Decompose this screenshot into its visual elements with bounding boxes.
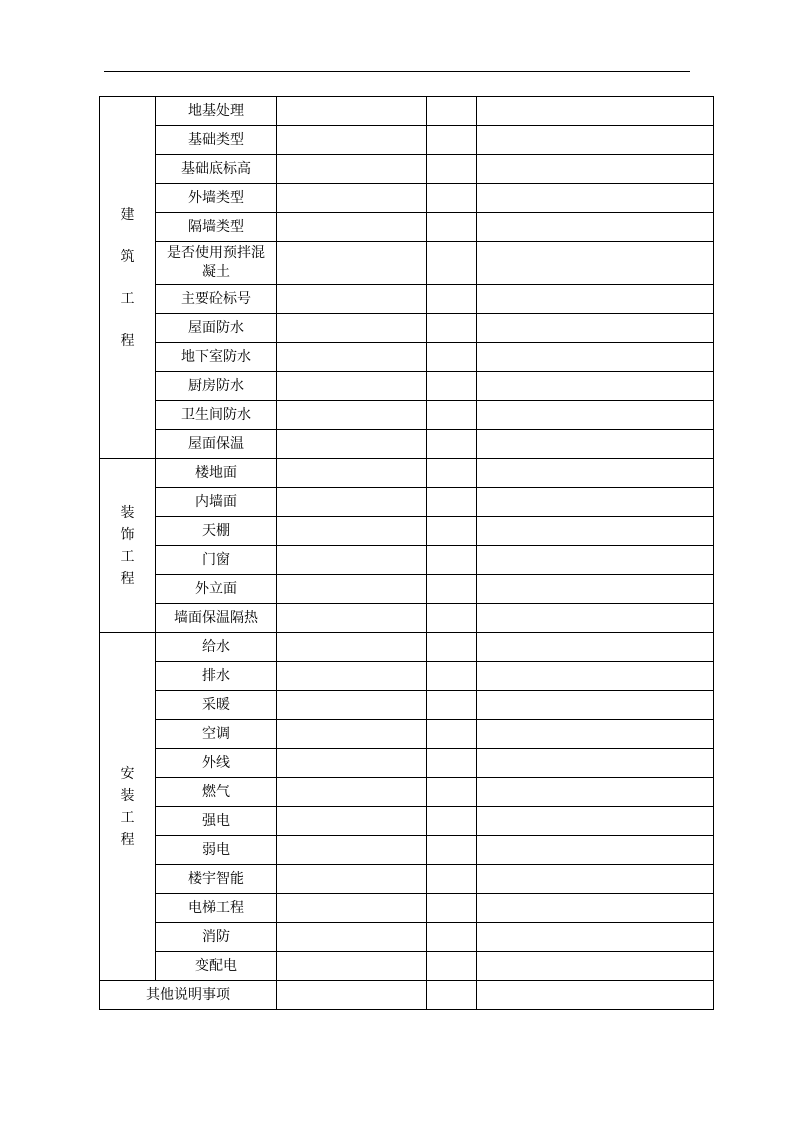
value-cell[interactable] [277,807,427,836]
group-label-char: 程 [120,831,135,848]
value-cell[interactable] [427,213,477,242]
value-cell[interactable] [427,517,477,546]
value-cell[interactable] [277,372,427,401]
value-cell[interactable] [277,836,427,865]
value-cell[interactable] [277,184,427,213]
group-label-char: 装 [120,787,135,804]
value-cell[interactable] [277,213,427,242]
value-cell[interactable] [277,662,427,691]
item-label: 是否使用预拌混凝土 [156,242,277,285]
value-cell[interactable] [477,517,714,546]
group-label-building [100,97,156,459]
value-cell[interactable] [427,952,477,981]
value-cell[interactable] [277,778,427,807]
value-cell[interactable] [277,430,427,459]
group-label-decoration [100,459,156,633]
value-cell[interactable] [427,184,477,213]
value-cell[interactable] [277,894,427,923]
other-notes-label: 其他说明事项 [100,981,277,1010]
value-cell[interactable] [277,401,427,430]
item-label: 强电 [156,807,277,836]
item-label: 基础底标高 [156,155,277,184]
item-label: 隔墙类型 [156,213,277,242]
item-label: 外线 [156,749,277,778]
value-cell[interactable] [477,459,714,488]
value-cell[interactable] [277,691,427,720]
value-cell[interactable] [477,923,714,952]
value-cell[interactable] [427,401,477,430]
value-cell[interactable] [427,372,477,401]
value-cell[interactable] [277,314,427,343]
value-cell[interactable] [277,749,427,778]
value-cell[interactable] [477,952,714,981]
value-cell[interactable] [277,459,427,488]
value-cell[interactable] [477,401,714,430]
value-cell[interactable] [427,97,477,126]
item-label: 电梯工程 [156,894,277,923]
value-cell[interactable] [277,97,427,126]
value-cell[interactable] [477,488,714,517]
value-cell[interactable] [477,662,714,691]
value-cell[interactable] [477,372,714,401]
value-cell[interactable] [427,459,477,488]
group-label-installation [100,633,156,981]
group-label-char: 筑 [120,248,135,265]
value-cell[interactable] [277,343,427,372]
item-label: 采暖 [156,691,277,720]
value-cell[interactable] [427,691,477,720]
item-label: 空调 [156,720,277,749]
value-cell[interactable] [277,923,427,952]
value-cell[interactable] [427,662,477,691]
value-cell[interactable] [477,430,714,459]
value-cell[interactable] [477,778,714,807]
item-label: 弱电 [156,836,277,865]
value-cell[interactable] [477,691,714,720]
item-label: 楼地面 [156,459,277,488]
value-cell[interactable] [477,720,714,749]
value-cell[interactable] [427,923,477,952]
value-cell[interactable] [427,749,477,778]
value-cell[interactable] [477,213,714,242]
group-label-char: 工 [120,809,135,826]
item-label: 屋面保温 [156,430,277,459]
value-cell[interactable] [477,633,714,662]
item-label: 天棚 [156,517,277,546]
value-cell[interactable] [477,894,714,923]
value-cell[interactable] [277,604,427,633]
value-cell[interactable] [427,343,477,372]
value-cell[interactable] [477,749,714,778]
group-label-char: 安 [120,765,135,782]
group-label-char: 程 [120,570,135,587]
value-cell[interactable] [277,488,427,517]
item-label: 墙面保温隔热 [156,604,277,633]
value-cell[interactable] [427,894,477,923]
value-cell[interactable] [477,184,714,213]
value-cell[interactable] [277,633,427,662]
item-label: 地下室防水 [156,343,277,372]
group-label-char: 工 [120,548,135,565]
value-cell[interactable] [427,604,477,633]
value-cell[interactable] [277,546,427,575]
item-label: 厨房防水 [156,372,277,401]
value-cell[interactable] [477,865,714,894]
value-cell[interactable] [277,285,427,314]
value-cell[interactable] [427,155,477,184]
item-label: 消防 [156,923,277,952]
value-cell[interactable] [477,604,714,633]
value-cell[interactable] [477,575,714,604]
value-cell[interactable] [477,343,714,372]
value-cell[interactable] [427,807,477,836]
value-cell[interactable] [477,242,714,285]
item-label: 变配电 [156,952,277,981]
value-cell[interactable] [427,242,477,285]
value-cell[interactable] [427,865,477,894]
value-cell[interactable] [427,488,477,517]
value-cell[interactable] [477,981,714,1010]
item-label: 屋面防水 [156,314,277,343]
value-cell[interactable] [477,836,714,865]
value-cell[interactable] [277,155,427,184]
value-cell[interactable] [477,155,714,184]
item-label: 基础类型 [156,126,277,155]
value-cell[interactable] [477,807,714,836]
value-cell[interactable] [277,242,427,285]
item-label: 外墙类型 [156,184,277,213]
value-cell[interactable] [427,575,477,604]
value-cell[interactable] [277,517,427,546]
item-label: 给水 [156,633,277,662]
value-cell[interactable] [427,981,477,1010]
value-cell[interactable] [427,546,477,575]
value-cell[interactable] [277,126,427,155]
value-cell[interactable] [477,126,714,155]
group-label-char: 工 [120,290,135,307]
value-cell[interactable] [277,952,427,981]
item-label: 主要砼标号 [156,285,277,314]
item-label: 排水 [156,662,277,691]
spec-table [99,96,714,1010]
value-cell[interactable] [277,575,427,604]
item-label: 地基处理 [156,97,277,126]
item-label: 卫生间防水 [156,401,277,430]
item-label: 内墙面 [156,488,277,517]
item-label: 外立面 [156,575,277,604]
value-cell[interactable] [427,720,477,749]
group-label-char: 建 [120,206,135,223]
value-cell[interactable] [277,720,427,749]
value-cell[interactable] [427,633,477,662]
value-cell[interactable] [277,865,427,894]
value-cell[interactable] [427,126,477,155]
group-label-char: 装 [120,504,135,521]
value-cell[interactable] [477,285,714,314]
value-cell[interactable] [427,836,477,865]
group-label-char: 程 [120,332,135,349]
value-cell[interactable] [477,546,714,575]
header-rule [104,71,690,72]
value-cell[interactable] [277,981,427,1010]
value-cell[interactable] [477,97,714,126]
item-label: 燃气 [156,778,277,807]
value-cell[interactable] [427,314,477,343]
group-label-char: 饰 [120,526,135,543]
value-cell[interactable] [427,778,477,807]
value-cell[interactable] [427,285,477,314]
value-cell[interactable] [427,430,477,459]
item-label: 楼宇智能 [156,865,277,894]
value-cell[interactable] [477,314,714,343]
item-label: 门窗 [156,546,277,575]
